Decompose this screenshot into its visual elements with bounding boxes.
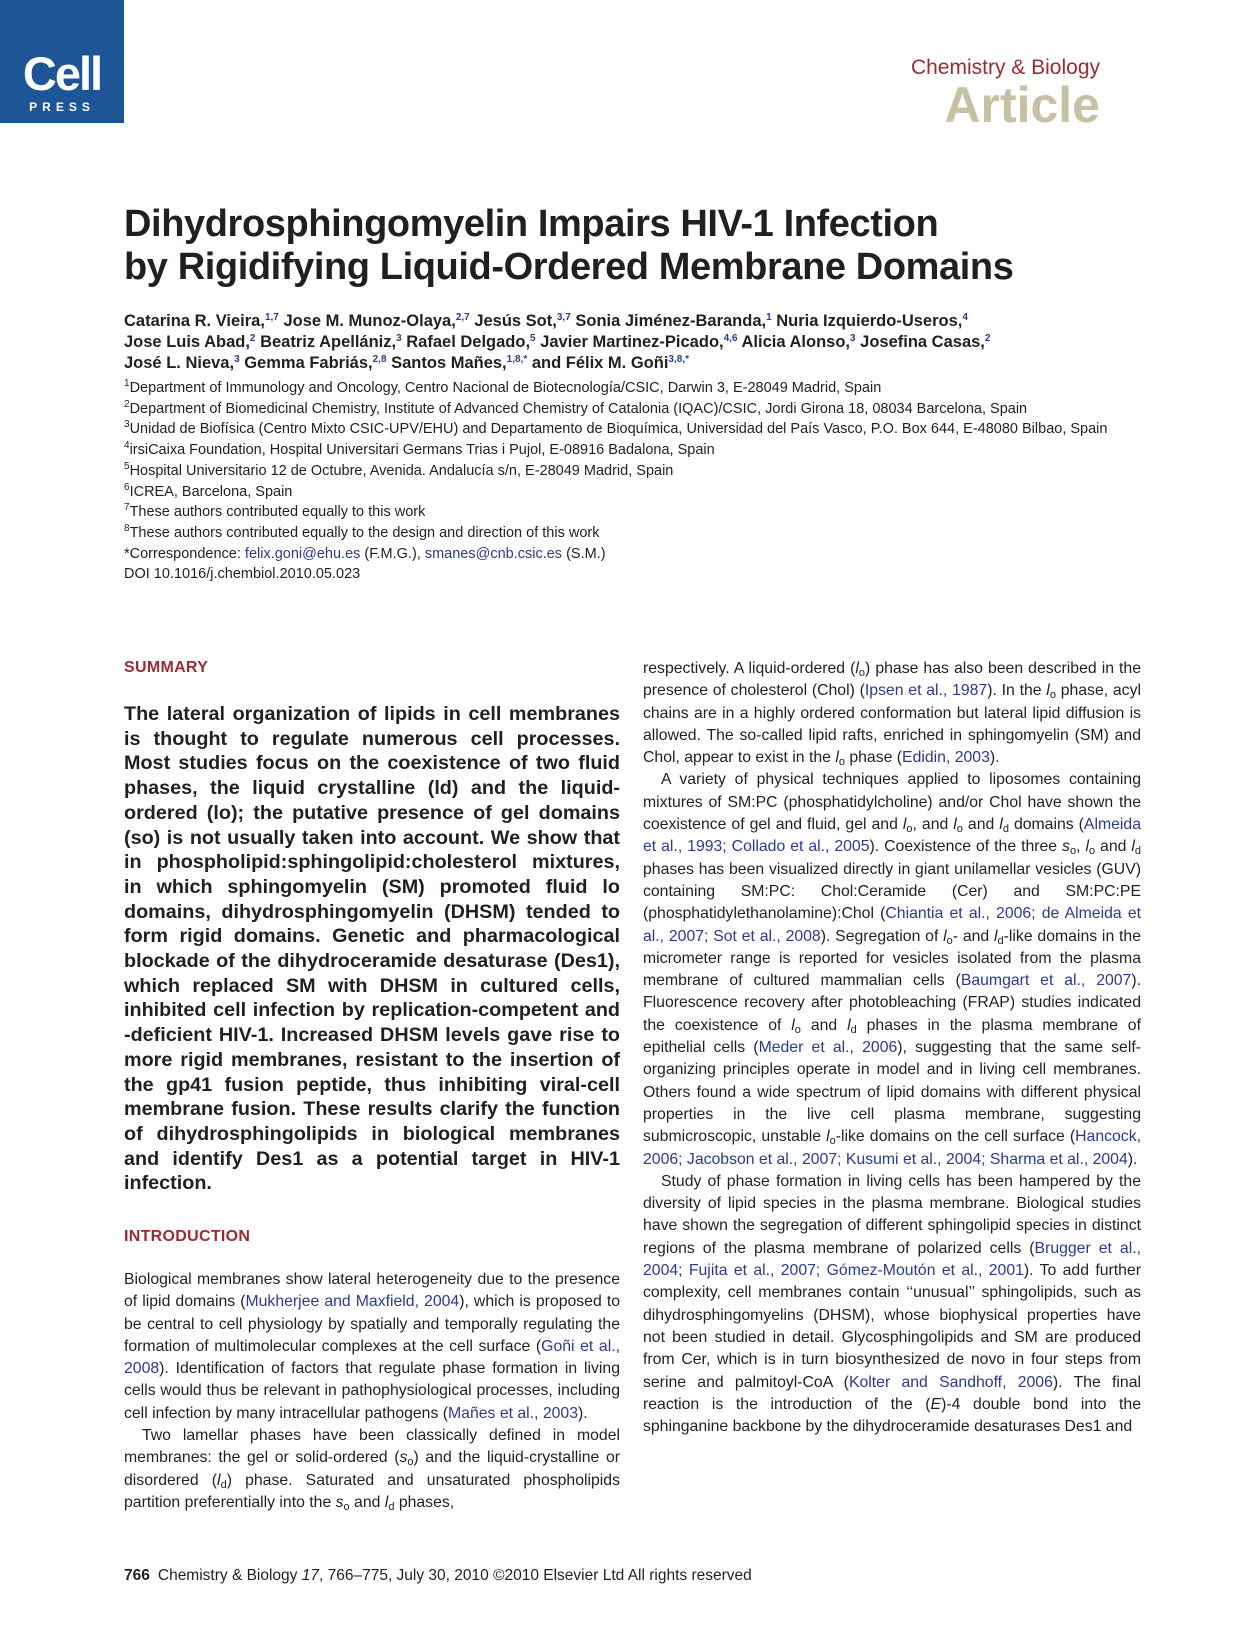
correspondence-initials: (S.M.) bbox=[562, 545, 606, 562]
citation-link[interactable]: Mukherjee and Maxfield, 2004 bbox=[245, 1293, 460, 1311]
citation-link[interactable]: Brugger et al., 2004; Fujita et al., 2007; Gómez-Moutón et al., 2001 bbox=[643, 1239, 1141, 1280]
affiliation bbox=[124, 523, 1134, 544]
title-line-1: Dihydrosphingomyelin Impairs HIV-1 Infection bbox=[124, 203, 939, 245]
affiliation-text: Unidad de Biofísica (Centro Mixto CSIC-UPV/EHU) and Departamento de Bioquímica, Universidad del País Vasco, P.O. Box 644, E-48080 Bilbao, Spain bbox=[129, 421, 1108, 438]
author: Jesús Sot, bbox=[474, 312, 557, 330]
affiliation bbox=[124, 482, 1134, 503]
author-affil-link[interactable]: 1,7 bbox=[264, 312, 279, 323]
affiliation bbox=[124, 378, 1134, 399]
title-line-2: by Rigidifying Liquid-Ordered Membrane Domains bbox=[124, 246, 1014, 288]
author-affil-link[interactable]: 5 bbox=[530, 333, 536, 344]
author: Catarina R. Vieira, bbox=[124, 312, 265, 330]
author-affil-link[interactable]: 2,8 bbox=[372, 354, 387, 365]
author: José L. Nieva, bbox=[124, 354, 235, 372]
author-affil-link[interactable]: 2,7 bbox=[455, 312, 470, 323]
citation-link[interactable]: Mañes et al., 2003 bbox=[448, 1404, 578, 1422]
affiliation-number: 2 bbox=[124, 398, 130, 410]
author-affil-link[interactable]: 2 bbox=[249, 333, 256, 344]
author: and Félix M. Goñi bbox=[531, 354, 669, 372]
author: Jose Luis Abad, bbox=[124, 333, 250, 351]
author: Sonia Jiménez-Baranda, bbox=[575, 312, 767, 330]
author-affil-link[interactable]: 1,8,* bbox=[506, 354, 528, 365]
summary-heading: SUMMARY bbox=[124, 659, 209, 676]
affiliation-number: 3 bbox=[124, 419, 130, 431]
correspondence-initials: (F.M.G.), bbox=[360, 545, 425, 562]
email-link-goni[interactable]: felix.goni@ehu.es bbox=[244, 545, 361, 562]
citation-link[interactable]: Hancock, 2006; Jacobson et al., 2007; Kusumi et al., 2004; Sharma et al., 2004 bbox=[643, 1128, 1141, 1168]
affiliation-number: 5 bbox=[124, 460, 130, 472]
summary-text: The lateral organization of lipids in cell membranes is thought to regulate numerous cell processes. Most studies focus on the coexistence of two fluid phases, the liquid crystalline (ld) and the liquid-ordered (lo); the putative presence of gel domains (so) is not usually taken into account. We show that in phospholipid:sphingolipid:cholesterol mixtures, in which sphingomyelin (SM) promoted fluid lo domains, dihydrosphingomyelin (DHSM) tended to form rigid domains. Genetic and pharmacological blockade of the dihydroceramide desaturase (Des1), which replaced SM with DHSM in cultured cells, inhibited cell infection by replication-competent and -deficient HIV-1. Increased DHSM levels gave rise to more rigid membranes, resistant to the insertion of the gp41 fusion peptide, thus inhibiting viral-cell membrane fusion. These results clarify the function of dihydrosphingolipids in biological membranes and identify Des1 as a potential target in HIV-1 infection. bbox=[124, 703, 620, 1195]
affiliation-list bbox=[124, 378, 1134, 585]
author-affil-link[interactable]: 3 bbox=[234, 354, 240, 365]
author-affil-link[interactable]: 4,6 bbox=[723, 333, 738, 344]
citation-link[interactable]: Baumgart et al., 2007 bbox=[960, 972, 1132, 990]
affiliation-number: 6 bbox=[124, 481, 130, 493]
doi: DOI 10.1016/j.chembiol.2010.05.023 bbox=[124, 566, 361, 583]
author-affil-link[interactable]: 3,8,* bbox=[668, 354, 689, 365]
logo-press-text: PRESS bbox=[29, 100, 95, 114]
author-affil-link[interactable]: 3 bbox=[396, 333, 402, 344]
affiliation-number: 8 bbox=[124, 522, 130, 534]
affiliation-number: 4 bbox=[124, 440, 130, 452]
author: Jose M. Munoz-Olaya, bbox=[283, 312, 456, 330]
affiliation-text: Hospital Universitario 12 de Octubre, Avenida. Andalucía s/n, E-28049 Madrid, Spain bbox=[129, 462, 674, 479]
intro-paragraph: Biological membranes show lateral heterogeneity due to the presence of lipid domains (Mukherjee and Maxfield, 2004), which is proposed to be central to cell physiology by spatially and temporally regulating the formation of multimolecular complexes at the cell surface (Goñi et al., 2008). Identification of factors that regulate phase formation in living cells would thus be relevant in pathophysiological processes, including cell infection by many intracellular pathogens (Mañes et al., 2003). bbox=[124, 1271, 620, 1422]
author: Javier Martinez-Picado, bbox=[540, 333, 724, 351]
author-affil-link[interactable]: 3 bbox=[850, 333, 856, 344]
affiliation-text: These authors contributed equally to the design and direction of this work bbox=[129, 524, 600, 541]
affiliation-number: 1 bbox=[124, 378, 130, 389]
affiliation-text: ICREA, Barcelona, Spain bbox=[129, 483, 293, 500]
citation-link[interactable]: Edidin, 2003 bbox=[902, 749, 990, 767]
introduction-body bbox=[124, 1269, 620, 1514]
paper-title bbox=[124, 203, 1124, 289]
footer-volume: 17 bbox=[301, 1567, 319, 1584]
footer-journal: Chemistry & Biology bbox=[157, 1567, 302, 1584]
body-paragraph: Study of phase formation in living cells has been hampered by the diversity of lipid species in the plasma membrane. Biological studies have shown the segregation of different sphingolipid species in distinct regions of the plasma membrane of polarized cells (Brugger et al., 2004; Fujita et al., 2007; Gómez-Moutón et al., 2001). To add further complexity, cell membranes contain ‘‘unusual’’ sphingolipids, such as dihydrosphingomyelins (DHSM), whose biophysical properties have not been studied in detail. Glycosphingolipids and SM are produced from Cer, which is in turn biosynthesized de novo in four steps from serine and palmitoyl-CoA (Kolter and Sandhoff, 2006). The final reaction is the introduction of the (E)-4 double bond into the sphinganine backbone by the dihydroceramide desaturases Des1 and bbox=[643, 1172, 1142, 1436]
citation-link[interactable]: Almeida et al., 1993; Collado et al., 2005 bbox=[643, 816, 1141, 856]
citation-link[interactable]: Kolter and Sandhoff, 2006 bbox=[848, 1373, 1053, 1391]
correspondence-label: *Correspondence: bbox=[124, 545, 245, 562]
intro-paragraph: Two lamellar phases have been classically defined in model membranes: the gel or solid-ordered $(s_o)$ and the liquid-crystalline or disordered $(l_d)$ phase. Saturated and unsaturated phospholipids partition preferentially into the $s_o$ and $l_d$ phases, bbox=[124, 1427, 620, 1513]
affiliation-text: irsiCaixa Foundation, Hospital Universitari Germans Trias i Pujol, E-08916 Badalona, Spain bbox=[129, 442, 715, 459]
author-list bbox=[124, 311, 1134, 374]
correspondence bbox=[124, 544, 1134, 565]
author: Alicia Alonso, bbox=[741, 333, 850, 351]
email-link-manes[interactable]: smanes@cnb.csic.es bbox=[424, 545, 563, 562]
article-type: Article bbox=[944, 77, 1100, 133]
right-column-body bbox=[643, 658, 1141, 1438]
page-number: 766 bbox=[124, 1567, 150, 1584]
author-affil-link[interactable]: 3,7 bbox=[556, 312, 571, 323]
citation-link[interactable]: Meder et al., 2006 bbox=[758, 1039, 898, 1057]
page-footer bbox=[124, 1568, 752, 1584]
affiliation bbox=[124, 419, 1134, 440]
affiliation-text: These authors contributed equally to this work bbox=[129, 504, 426, 521]
author-affil-link[interactable]: 2 bbox=[984, 333, 991, 344]
citation-link[interactable]: Ipsen et al., 1987 bbox=[864, 682, 988, 700]
affiliation-number: 7 bbox=[124, 502, 130, 514]
author: Nuria Izquierdo-Useros, bbox=[776, 312, 963, 330]
affiliation-text: Department of Immunology and Oncology, Centro Nacional de Biotecnología/CSIC, Darwin 3, E-28049 Madrid, Spain bbox=[129, 380, 882, 396]
footer-citation: , 766–775, July 30, 2010 ©2010 Elsevier Ltd All rights reserved bbox=[318, 1567, 752, 1584]
logo-cell-text: Cell bbox=[22, 47, 102, 100]
affiliation bbox=[124, 502, 1134, 523]
journal-name: Chemistry & Biology bbox=[910, 56, 1100, 79]
author-affil-link[interactable]: 4 bbox=[962, 312, 968, 323]
introduction-heading: INTRODUCTION bbox=[124, 1228, 251, 1245]
author: Gemma Fabriás, bbox=[244, 354, 373, 372]
citation-link[interactable]: Chiantia et al., 2006; de Almeida et al., 2007; Sot et al., 2008 bbox=[643, 905, 1141, 945]
affiliation-text: Department of Biomedicinal Chemistry, Institute of Advanced Chemistry of Catalonia (IQAC)/CSIC, Jordi Girona 18, 08034 Barcelona, Spain bbox=[129, 400, 1028, 417]
author-affil-link[interactable]: 1 bbox=[766, 312, 772, 323]
author: Beatriz Apellániz, bbox=[260, 333, 397, 351]
citation-link[interactable]: Goñi et al., 2008 bbox=[124, 1337, 620, 1378]
cell-press-logo bbox=[0, 0, 124, 123]
author: Santos Mañes, bbox=[391, 354, 507, 372]
body-paragraph: respectively. A liquid-ordered $(l_o)$ phase has also been described in the presence of cholesterol (Chol) (Ipsen et al., 1987). In the $l_o$ phase, acyl chains are in a highly ordered conformation but lateral lipid diffusion is allowed. The so-called lipid rafts, enriched in sphingomyelin (SM) and Chol, appear to exist in the $l_o$ phase (Edidin, 2003). bbox=[643, 660, 1141, 769]
author: Rafael Delgado, bbox=[406, 333, 531, 351]
affiliation bbox=[124, 461, 1134, 482]
body-paragraph: A variety of physical techniques applied to liposomes containing mixtures of SM:PC (phosphatidylcholine) and/or Chol have shown the coexistence of gel and fluid, gel and $l_o$, and $l_o$ and $l_d$ domains (Almeida et al., 1993; Collado et al., 2005). Coexistence of the three $s_o$, $l_o$ and $l_d$ phases has been visualized directly in giant unilamellar vesicles (GUV) containing SM:PC: Chol:Ceramide (Cer) and SM:PC:PE (phosphatidylethanolamine):Chol (Chiantia et al., 2006; de Almeida et al., 2007; Sot et al., 2008). Segregation of $l_o-$ and $l_d$-like domains in the micrometer range is reported for vesicles isolated from the plasma membrane of cultured mammalian cells (Baumgart et al., 2007). Fluorescence recovery after photobleaching (FRAP) studies indicated the coexistence of $l_o$ and $l_d$ phases in the plasma membrane of epithelial cells (Meder et al., 2006), suggesting that the same self-organizing principles operate in model and in living cell membranes. Others found a wide spectrum of lipid domains with different physical properties in the live cell plasma membrane, suggesting submicroscopic, unstable $l_o$-like domains on the cell surface (Hancock, 2006; Jacobson et al., 2007; Kusumi et al., 2004; Sharma et al., 2004). bbox=[643, 771, 1141, 1168]
affiliation bbox=[124, 440, 1134, 461]
author: Josefina Casas, bbox=[860, 333, 985, 351]
affiliation bbox=[124, 399, 1134, 420]
